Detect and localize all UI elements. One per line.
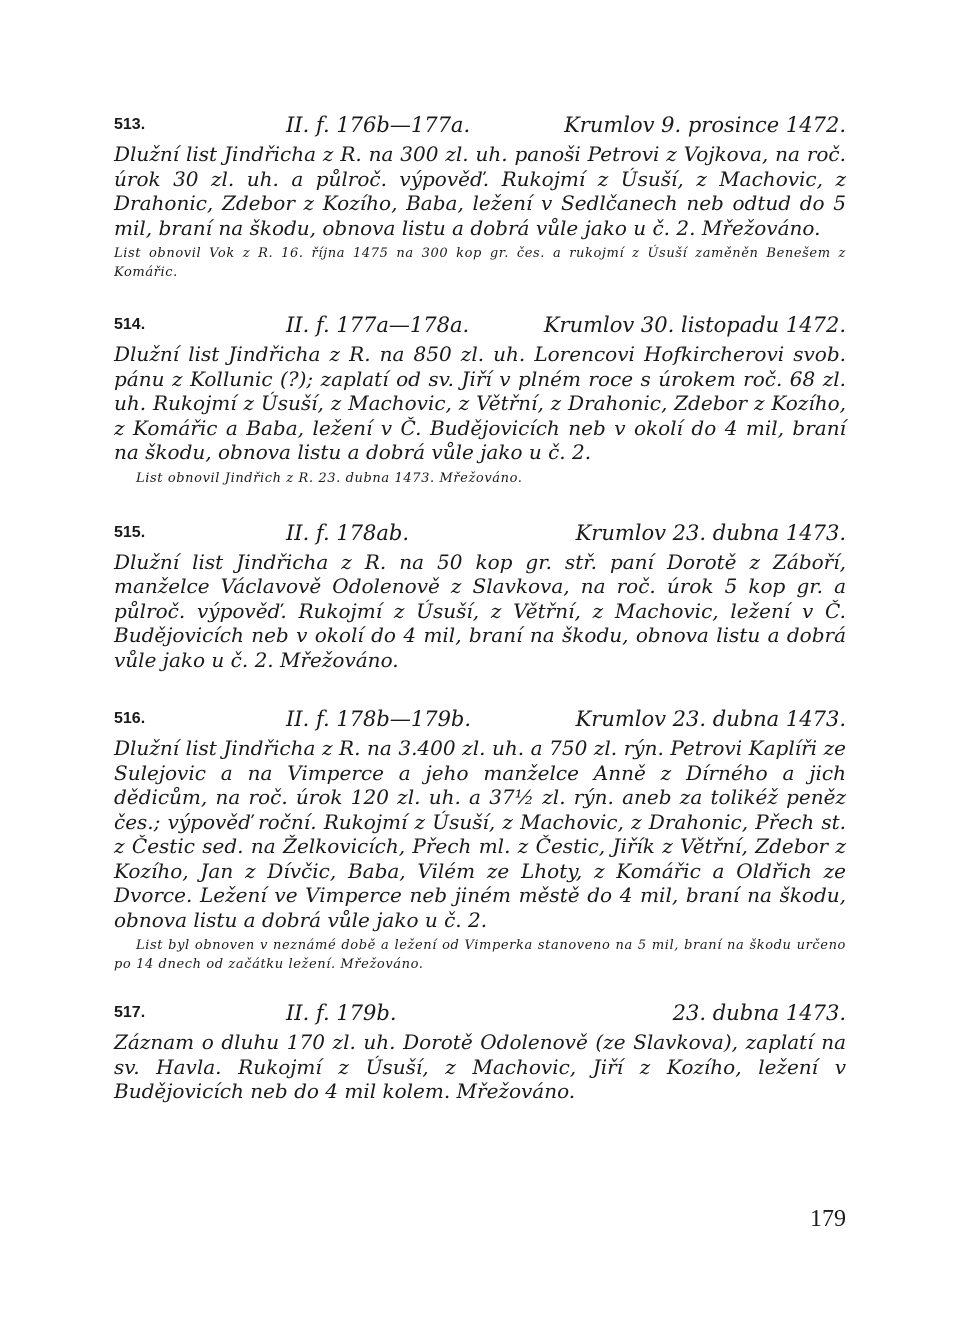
entry-513 xyxy=(114,108,846,282)
entry-gap xyxy=(114,974,846,996)
entry-gap xyxy=(114,672,846,702)
entry-number: 514. xyxy=(114,316,146,333)
page-number: 179 xyxy=(810,1206,846,1232)
entry-body: Dlužní list Jindřicha z R. na 50 kop gr. stř. paní Dorotě z Záboří, manželce Václavově Odolenově z Slavkova, na roč. úrok 5 kop gr. a půlroč. výpověď. Rukojmí z Úsuší, z Větřní, z Machovic, ležení v Č. Budějovicích neb v okolí do 4 mil, braní na škodu, obnova listu a dobrá vůle jako u č. 2. Mřežováno. xyxy=(114,549,846,672)
entry-body: Dlužní list Jindřicha z R. na 300 zl. uh. panoši Petrovi z Vojkova, na roč. úrok 30 zl. uh. a půlroč. výpověď. Rukojmí z Úsuší, z Machovic, z Drahonic, Zdebor z Kozího, Baba, ležení v Sedlčanech neb odtud do 5 mil, braní na škodu, obnova listu a dobrá vůle jako u č. 2. Mřežováno. xyxy=(114,142,846,240)
entry-number: 515. xyxy=(114,523,146,541)
entry-header xyxy=(114,702,846,736)
document-page xyxy=(114,108,846,1104)
entry-number: 517. xyxy=(114,1004,146,1021)
entry-folio: II. f. 178b—179b. xyxy=(286,707,472,731)
entry-header xyxy=(114,516,846,550)
entry-515 xyxy=(114,516,846,673)
entry-number: 516. xyxy=(114,710,146,727)
entry-note: List byl obnoven v neznámé době a ležení od Vimperka stanoveno na 5 mil, braní na škodu určeno po 14 dnech od začátku ležení. Mřežováno. xyxy=(114,938,846,972)
entry-header xyxy=(114,996,846,1030)
entry-number: 513. xyxy=(114,116,146,133)
entry-folio: II. f. 176b—177a. xyxy=(286,113,471,137)
entry-place-date: 23. dubna 1473. xyxy=(672,1001,846,1025)
entry-gap xyxy=(114,488,846,516)
entry-header xyxy=(114,108,846,142)
entry-note: List obnovil Vok z R. 16. října 1475 na 300 kop gr. čes. a rukojmí z Úsuší zaměněn Benešem z Komářic. xyxy=(114,246,846,280)
entry-place-date: Krumlov 9. prosince 1472. xyxy=(564,113,846,137)
entry-folio: II. f. 177a—178a. xyxy=(286,313,470,337)
entry-body: Dlužní list Jindřicha z R. na 3.400 zl. uh. a 750 zl. rýn. Petrovi Kaplíři ze Sulejovic a na Vimperce a jeho manželce Anně z Dírného a jich dědicům, na roč. úrok 120 zl. uh. a 37½ zl. rýn. aneb za tolikéž peněz čes.; výpověď roční. Rukojmí z Úsuší, z Machovic, z Drahonic, Přech st. z Čestic sed. na Želkovicích, Přech ml. z Čestic, Jiřík z Větřní, Zdebor z Kozího, Jan z Dívčic, Baba, Vilém ze Lhoty, z Komářic a Oldřich ze Dvorce. Ležení ve Vimperce neb jiném městě do 4 mil, braní na škodu, obnova listu a dobrá vůle jako u č. 2. xyxy=(114,736,846,932)
entry-body: Dlužní list Jindřicha z R. na 850 zl. uh. Lorencovi Hofkircherovi svob. pánu z Kollunic (?); zaplatí od sv. Jiří v plném roce s úrokem roč. 68 zl. uh. Rukojmí z Úsuší, z Machovic, z Větřní, z Drahonic, Zdebor z Kozího, z Komářic a Baba, ležení v Č. Budějovicích neb v okolí do 4 mil, braní na škodu, obnova listu a dobrá vůle jako u č. 2. xyxy=(114,342,846,464)
entry-body: Záznam o dluhu 170 zl. uh. Dorotě Odolenově (ze Slavkova), zaplatí na sv. Havla. Rukojmí z Úsuší, z Machovic, Jiří z Kozího, ležení v Budějovicích neb do 4 mil kolem. Mřežováno. xyxy=(114,1030,846,1103)
entry-place-date: Krumlov 23. dubna 1473. xyxy=(575,520,846,545)
entry-gap xyxy=(114,282,846,308)
entry-place-date: Krumlov 23. dubna 1473. xyxy=(575,707,846,731)
entry-folio: II. f. 179b. xyxy=(286,1001,397,1025)
entry-folio: II. f. 178ab. xyxy=(286,520,410,545)
entry-514 xyxy=(114,308,846,488)
entry-516 xyxy=(114,702,846,974)
entry-header xyxy=(114,308,846,342)
entry-place-date: Krumlov 30. listopadu 1472. xyxy=(543,313,846,337)
entry-517 xyxy=(114,996,846,1104)
entry-note: List obnovil Jindřich z R. 23. dubna 1473. Mřežováno. xyxy=(136,470,523,486)
